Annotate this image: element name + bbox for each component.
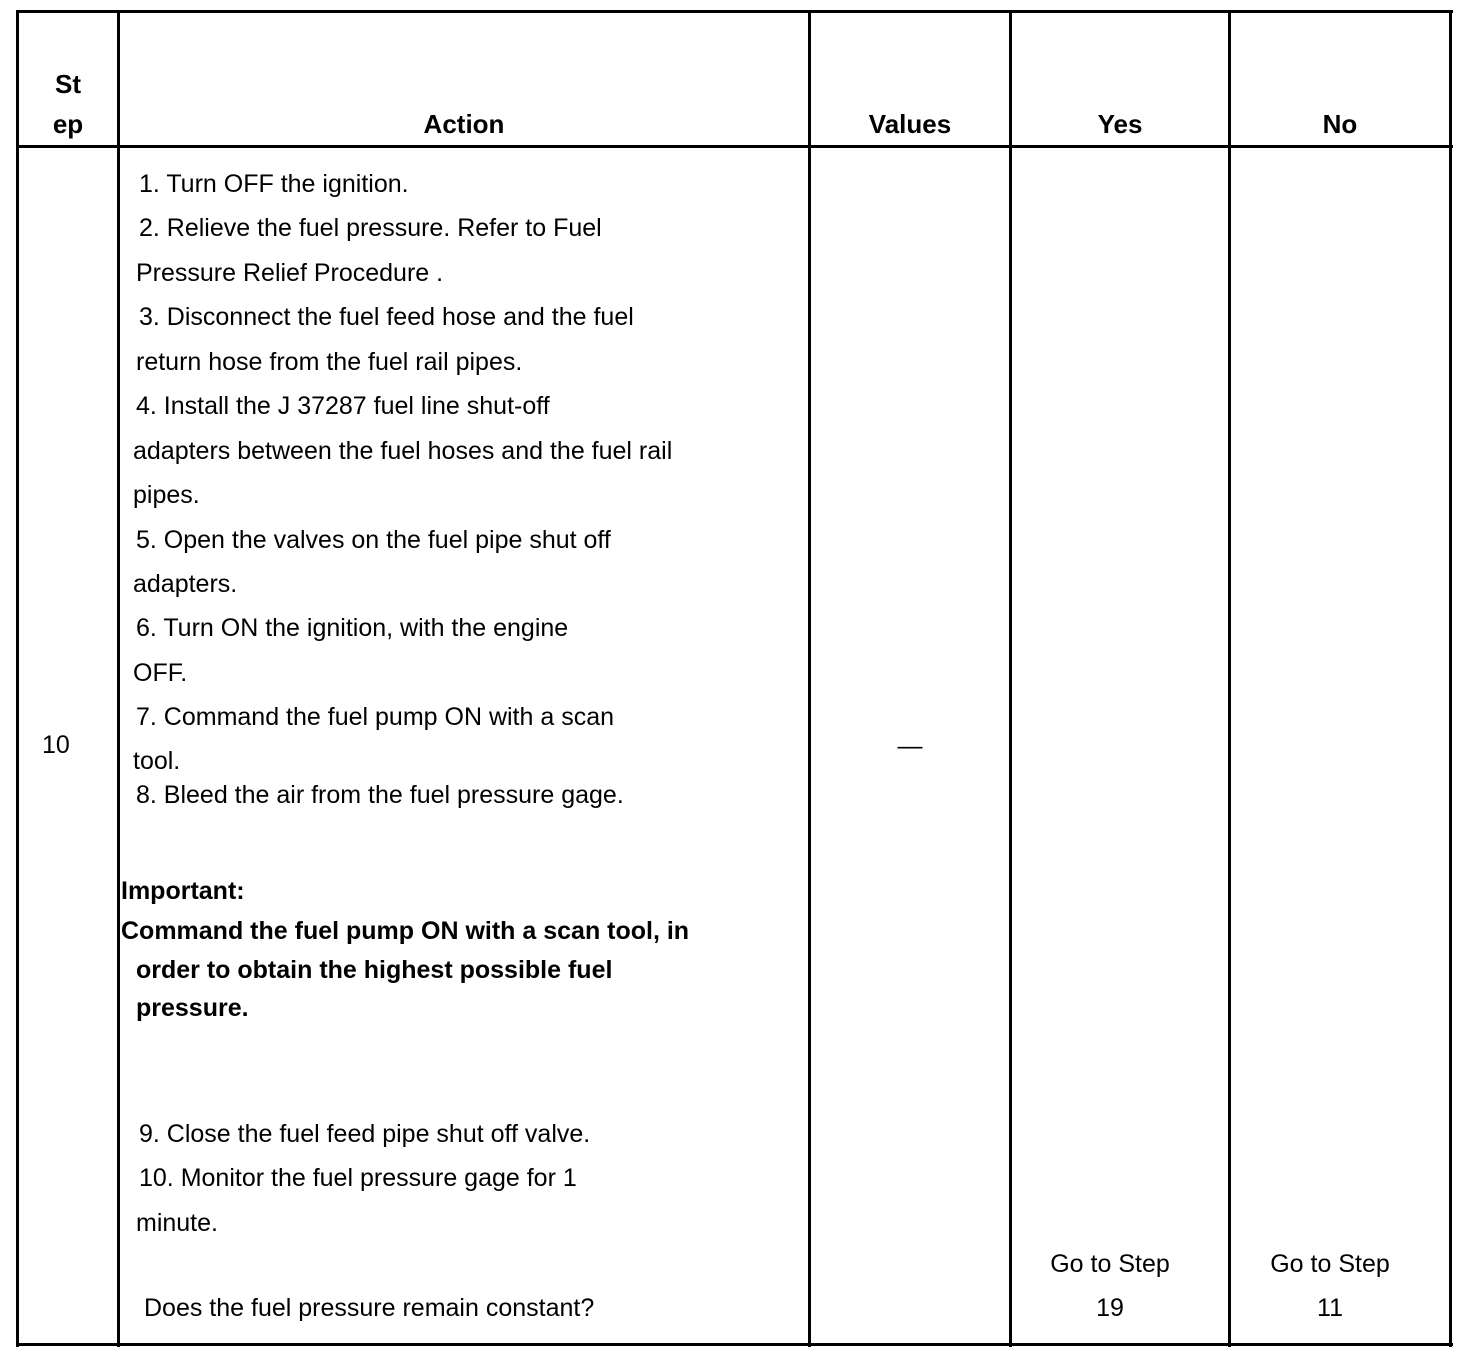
- action-line: 1. Turn OFF the ignition.: [139, 170, 409, 198]
- action-line: adapters.: [133, 570, 238, 598]
- important-text: Command the fuel pump ON with a scan tool, in: [121, 917, 690, 945]
- yes-cell-step: 19: [1096, 1294, 1124, 1322]
- important-label: Important:: [121, 877, 245, 905]
- action-line: 4. Install the J 37287 fuel line shut-off: [136, 392, 550, 420]
- values-cell: —: [897, 732, 923, 760]
- action-line: Pressure Relief Procedure .: [136, 259, 444, 287]
- action-line: 7. Command the fuel pump ON with a scan: [136, 703, 615, 731]
- column-divider: [1228, 10, 1231, 1347]
- table-border-left: [16, 10, 19, 1347]
- step-number: 10: [42, 731, 70, 759]
- action-line: 8. Bleed the air from the fuel pressure gage.: [136, 781, 624, 809]
- column-divider: [117, 10, 120, 1347]
- action-line: tool.: [133, 747, 181, 775]
- action-line: adapters between the fuel hoses and the fuel rail: [133, 437, 673, 465]
- action-line: OFF.: [133, 659, 188, 687]
- header-yes: Yes: [1097, 109, 1143, 139]
- action-line: 6. Turn ON the ignition, with the engine: [136, 614, 569, 642]
- header-action: Action: [423, 109, 505, 139]
- yes-cell-label: Go to Step: [1050, 1250, 1170, 1278]
- column-divider: [1009, 10, 1012, 1347]
- action-line: 2. Relieve the fuel pressure. Refer to Fuel: [139, 214, 602, 242]
- header-step: St ep: [52, 69, 84, 139]
- header-no: No: [1322, 109, 1358, 139]
- no-cell-label: Go to Step: [1270, 1250, 1390, 1278]
- no-cell-step: 11: [1317, 1294, 1343, 1322]
- table-border-top: [16, 10, 1453, 13]
- important-text: order to obtain the highest possible fuel: [136, 956, 613, 984]
- action-line: 10. Monitor the fuel pressure gage for 1: [139, 1164, 577, 1192]
- action-line: minute.: [136, 1209, 218, 1237]
- column-divider: [808, 10, 811, 1347]
- important-text: pressure.: [136, 994, 249, 1022]
- action-question: Does the fuel pressure remain constant?: [144, 1294, 595, 1322]
- action-line: pipes.: [133, 481, 200, 509]
- action-line: 5. Open the valves on the fuel pipe shut off: [136, 526, 611, 554]
- header-values: Values: [868, 109, 952, 139]
- action-line: 3. Disconnect the fuel feed hose and the fuel: [139, 303, 634, 331]
- table-border-bottom: [16, 1343, 1453, 1346]
- table-border-right: [1449, 10, 1452, 1347]
- header-divider: [16, 145, 1453, 148]
- action-line: return hose from the fuel rail pipes.: [136, 348, 523, 376]
- action-line: 9. Close the fuel feed pipe shut off valve.: [139, 1120, 591, 1148]
